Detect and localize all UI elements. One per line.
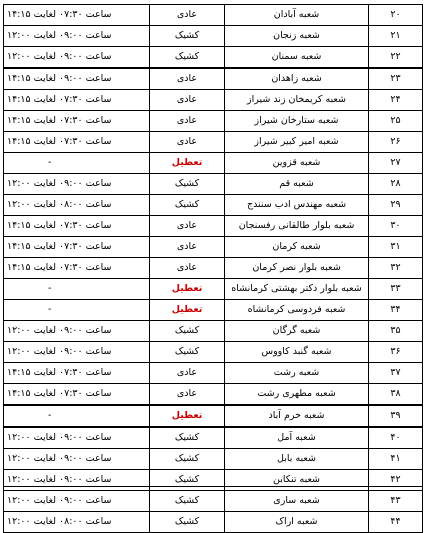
- working-hours: ساعت ۰۷:۳۰ لغایت ۱۴:۱۵: [4, 237, 150, 258]
- row-number: ۲۷: [369, 153, 423, 174]
- shift-type: کشیک: [150, 342, 225, 363]
- table-row: [4, 5, 423, 26]
- branch-name: شعبه زنجان: [225, 26, 369, 47]
- table-row: [4, 174, 423, 195]
- row-number: ۲۳: [369, 68, 423, 90]
- shift-type: عادی: [150, 237, 225, 258]
- row-number: ۲۸: [369, 174, 423, 195]
- table-row: [4, 300, 423, 321]
- table-row: [4, 47, 423, 69]
- shift-type: کشیک: [150, 321, 225, 342]
- branch-name: شعبه امیر کبیر شیراز: [225, 132, 369, 153]
- table-row: [4, 195, 423, 216]
- branch-name: شعبه گنبد کاووس: [225, 342, 369, 363]
- working-hours: ساعت ۰۹:۰۰ لغایت ۱۲:۰۰: [4, 470, 150, 491]
- branch-name: شعبه فردوسی کرمانشاه: [225, 300, 369, 321]
- shift-type: کشیک: [150, 174, 225, 195]
- row-number: ۳۷: [369, 363, 423, 384]
- shift-type: کشیک: [150, 195, 225, 216]
- table-row: [4, 342, 423, 363]
- table-row: [4, 111, 423, 132]
- row-number: ۴۲: [369, 470, 423, 491]
- working-hours: -: [4, 279, 150, 300]
- branch-name: شعبه مطهری رشت: [225, 384, 369, 406]
- working-hours: -: [4, 300, 150, 321]
- working-hours: ساعت ۰۷:۳۰ لغایت ۱۴:۱۵: [4, 111, 150, 132]
- table-row: [4, 449, 423, 470]
- shift-type: کشیک: [150, 449, 225, 470]
- working-hours: ساعت ۰۸:۰۰ لغایت ۱۲:۰۰: [4, 195, 150, 216]
- working-hours: ساعت ۰۹:۰۰ لغایت ۱۴:۱۵: [4, 68, 150, 90]
- branch-name: شعبه ستارخان شیراز: [225, 111, 369, 132]
- row-number: ۲۰: [369, 5, 423, 26]
- shift-type: عادی: [150, 216, 225, 237]
- working-hours: ساعت ۰۷:۳۰ لغایت ۱۴:۱۵: [4, 363, 150, 384]
- working-hours: ساعت ۰۷:۳۰ لغایت ۱۴:۱۵: [4, 90, 150, 111]
- working-hours: -: [4, 405, 150, 427]
- table-row: [4, 90, 423, 111]
- working-hours: ساعت ۰۹:۰۰ لغایت ۱۲:۰۰: [4, 321, 150, 342]
- branch-name: شعبه تنکابن: [225, 470, 369, 491]
- working-hours: ساعت ۰۹:۰۰ لغایت ۱۲:۰۰: [4, 491, 150, 512]
- row-number: ۳۴: [369, 300, 423, 321]
- row-number: ۴۰: [369, 427, 423, 449]
- closed-status: تعطیل: [150, 153, 225, 174]
- branch-name: شعبه خرم آباد: [225, 405, 369, 427]
- row-number: ۴۳: [369, 491, 423, 512]
- row-number: ۲۱: [369, 26, 423, 47]
- branch-name: شعبه بابل: [225, 449, 369, 470]
- table-row: [4, 384, 423, 406]
- table-row: [4, 321, 423, 342]
- shift-type: عادی: [150, 68, 225, 90]
- branch-name: شعبه بلوار نصر کرمان: [225, 258, 369, 279]
- working-hours: ساعت ۰۷:۳۰ لغایت ۱۴:۱۵: [4, 384, 150, 406]
- working-hours: ساعت ۰۸:۰۰ لغایت ۱۲:۰۰: [4, 512, 150, 533]
- table-row: [4, 153, 423, 174]
- working-hours: ساعت ۰۹:۰۰ لغایت ۱۲:۰۰: [4, 174, 150, 195]
- table-row: [4, 26, 423, 47]
- row-number: ۳۲: [369, 258, 423, 279]
- closed-status: تعطیل: [150, 279, 225, 300]
- shift-type: عادی: [150, 90, 225, 111]
- table-row: [4, 258, 423, 279]
- table-row: [4, 279, 423, 300]
- row-number: ۲۹: [369, 195, 423, 216]
- branch-name: شعبه اراک: [225, 512, 369, 533]
- shift-type: عادی: [150, 132, 225, 153]
- shift-type: کشیک: [150, 491, 225, 512]
- working-hours: ساعت ۰۷:۳۰ لغایت ۱۴:۱۵: [4, 132, 150, 153]
- table-row: [4, 237, 423, 258]
- branch-name: شعبه قزوین: [225, 153, 369, 174]
- working-hours: -: [4, 153, 150, 174]
- branch-name: شعبه قم: [225, 174, 369, 195]
- row-number: ۴۱: [369, 449, 423, 470]
- branch-name: شعبه گرگان: [225, 321, 369, 342]
- closed-status: تعطیل: [150, 405, 225, 427]
- closed-status: تعطیل: [150, 300, 225, 321]
- table-row: [4, 512, 423, 533]
- row-number: ۳۱: [369, 237, 423, 258]
- table-row: [4, 427, 423, 449]
- shift-type: کشیک: [150, 470, 225, 491]
- shift-type: کشیک: [150, 47, 225, 69]
- working-hours: ساعت ۰۷:۳۰ لغایت ۱۴:۱۵: [4, 216, 150, 237]
- row-number: ۲۲: [369, 47, 423, 69]
- table-bottom-rule: [3, 486, 423, 487]
- table-row: [4, 491, 423, 512]
- row-number: ۳۹: [369, 405, 423, 427]
- row-number: ۳۸: [369, 384, 423, 406]
- row-number: ۳۶: [369, 342, 423, 363]
- working-hours: ساعت ۰۷:۳۰ لغایت ۱۴:۱۵: [4, 5, 150, 26]
- working-hours: ساعت ۰۹:۰۰ لغایت ۱۲:۰۰: [4, 427, 150, 449]
- row-number: ۲۶: [369, 132, 423, 153]
- table-row: [4, 216, 423, 237]
- branch-name: شعبه بلوار دکتر بهشتی کرمانشاه: [225, 279, 369, 300]
- table-row: [4, 405, 423, 427]
- table-row: [4, 470, 423, 491]
- table-row: [4, 68, 423, 90]
- working-hours: ساعت ۰۷:۳۰ لغایت ۱۴:۱۵: [4, 258, 150, 279]
- row-number: ۲۴: [369, 90, 423, 111]
- schedule-table-body: [4, 5, 423, 533]
- branch-name: شعبه کریمخان زند شیراز: [225, 90, 369, 111]
- branch-name: شعبه زاهدان: [225, 68, 369, 90]
- working-hours: ساعت ۰۹:۰۰ لغایت ۱۲:۰۰: [4, 26, 150, 47]
- branch-name: شعبه ساری: [225, 491, 369, 512]
- shift-type: کشیک: [150, 512, 225, 533]
- branch-name: شعبه آبادان: [225, 5, 369, 26]
- branch-name: شعبه آمل: [225, 427, 369, 449]
- row-number: ۲۵: [369, 111, 423, 132]
- branch-name: شعبه مهندس ادب سنندج: [225, 195, 369, 216]
- row-number: ۳۵: [369, 321, 423, 342]
- table-row: [4, 132, 423, 153]
- branch-name: شعبه کرمان: [225, 237, 369, 258]
- shift-type: عادی: [150, 5, 225, 26]
- shift-type: عادی: [150, 111, 225, 132]
- working-hours: ساعت ۰۹:۰۰ لغایت ۱۲:۰۰: [4, 342, 150, 363]
- row-number: ۳۰: [369, 216, 423, 237]
- shift-type: عادی: [150, 258, 225, 279]
- branch-name: شعبه سمنان: [225, 47, 369, 69]
- table-row: [4, 363, 423, 384]
- branch-schedule-table: [3, 4, 423, 533]
- working-hours: ساعت ۰۹:۰۰ لغایت ۱۲:۰۰: [4, 47, 150, 69]
- shift-type: کشیک: [150, 26, 225, 47]
- branch-name: شعبه رشت: [225, 363, 369, 384]
- branch-name: شعبه بلوار طالقانی رفسنجان: [225, 216, 369, 237]
- row-number: ۴۴: [369, 512, 423, 533]
- shift-type: عادی: [150, 363, 225, 384]
- shift-type: عادی: [150, 384, 225, 406]
- shift-type: کشیک: [150, 427, 225, 449]
- working-hours: ساعت ۰۹:۰۰ لغایت ۱۲:۰۰: [4, 449, 150, 470]
- row-number: ۳۳: [369, 279, 423, 300]
